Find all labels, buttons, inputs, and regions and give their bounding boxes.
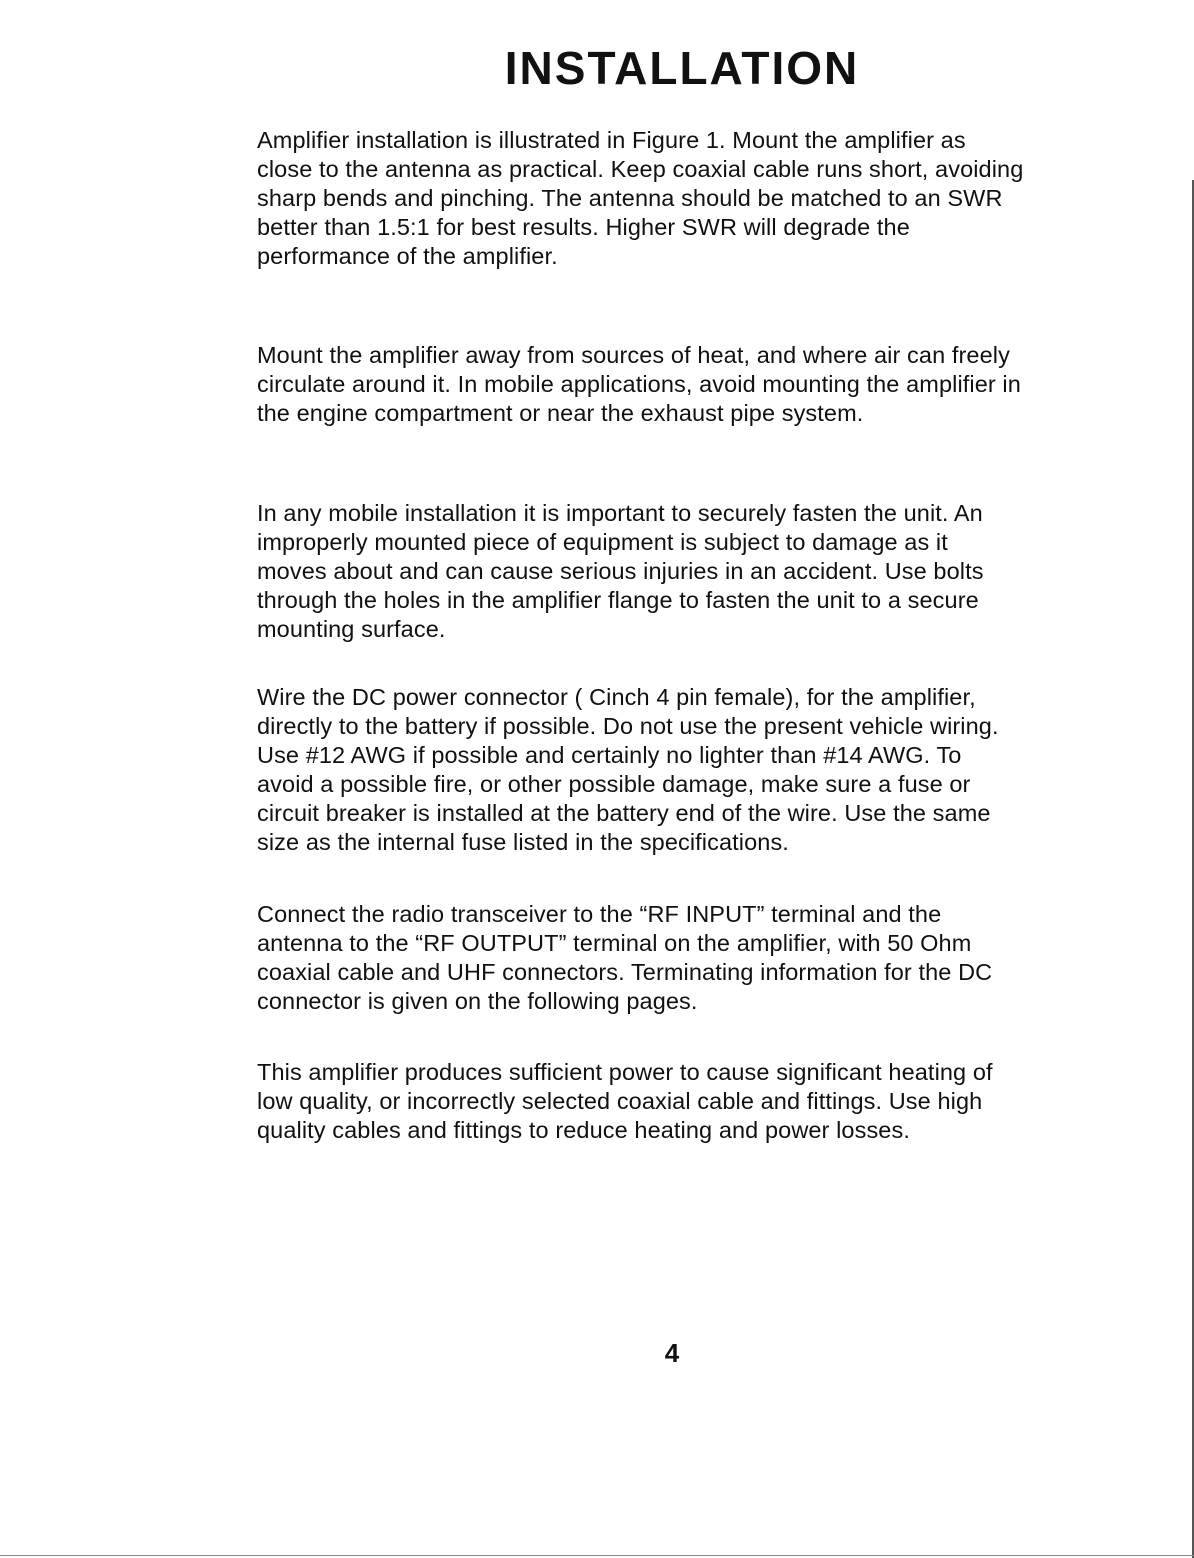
text-line: quality cables and fittings to reduce heating and power losses. [257, 1117, 910, 1143]
text-line: connector is given on the following pages. [257, 988, 698, 1014]
scan-edge-bottom [0, 1555, 1194, 1556]
paragraph-rf-connections [257, 900, 1087, 1016]
text-line: coaxial cable and UHF connectors. Terminating information for the DC [257, 959, 993, 985]
text-line: performance of the amplifier. [257, 243, 558, 269]
text-line: through the holes in the amplifier flange to fasten the unit to a secure [257, 587, 979, 613]
paragraph-dc-power-wiring [257, 683, 1087, 857]
text-line: Use #12 AWG if possible and certainly no lighter than #14 AWG. To [257, 742, 962, 768]
page-title: INSTALLATION [504, 42, 860, 94]
text-line: directly to the battery if possible. Do not use the present vehicle wiring. [257, 713, 999, 739]
text-line: In any mobile installation it is important to securely fasten the unit. An [257, 500, 983, 526]
text-line: the engine compartment or near the exhaust pipe system. [257, 400, 864, 426]
paragraph-installation-overview [257, 126, 1087, 271]
text-line: mounting surface. [257, 616, 446, 642]
text-line: This amplifier produces sufficient power to cause significant heating of [257, 1059, 993, 1085]
text-line: circulate around it. In mobile applications, avoid mounting the amplifier in [257, 371, 1021, 397]
text-line: moves about and can cause serious injuries in an accident. Use bolts [257, 558, 984, 584]
paragraph-cable-quality [257, 1058, 1087, 1145]
text-line: avoid a possible fire, or other possible damage, make sure a fuse or [257, 771, 971, 797]
text-line: sharp bends and pinching. The antenna should be matched to an SWR [257, 185, 1003, 211]
page-number: 4 [664, 1338, 680, 1368]
text-line: low quality, or incorrectly selected coaxial cable and fittings. Use high [257, 1088, 983, 1114]
text-line: better than 1.5:1 for best results. Higher SWR will degrade the [257, 214, 910, 240]
text-line: size as the internal fuse listed in the specifications. [257, 829, 789, 855]
text-line: close to the antenna as practical. Keep coaxial cable runs short, avoiding [257, 156, 1024, 182]
text-line: Connect the radio transceiver to the “RF INPUT” terminal and the [257, 901, 942, 927]
text-line: improperly mounted piece of equipment is subject to damage as it [257, 529, 948, 555]
paragraph-mobile-fastening [257, 499, 1087, 644]
text-line: Wire the DC power connector ( Cinch 4 pin female), for the amplifier, [257, 684, 976, 710]
text-line: Mount the amplifier away from sources of heat, and where air can freely [257, 342, 1010, 368]
text-line: Amplifier installation is illustrated in Figure 1. Mount the amplifier as [257, 127, 966, 153]
text-line: antenna to the “RF OUTPUT” terminal on the amplifier, with 50 Ohm [257, 930, 972, 956]
paragraph-mounting-location [257, 341, 1087, 428]
text-line: circuit breaker is installed at the battery end of the wire. Use the same [257, 800, 991, 826]
